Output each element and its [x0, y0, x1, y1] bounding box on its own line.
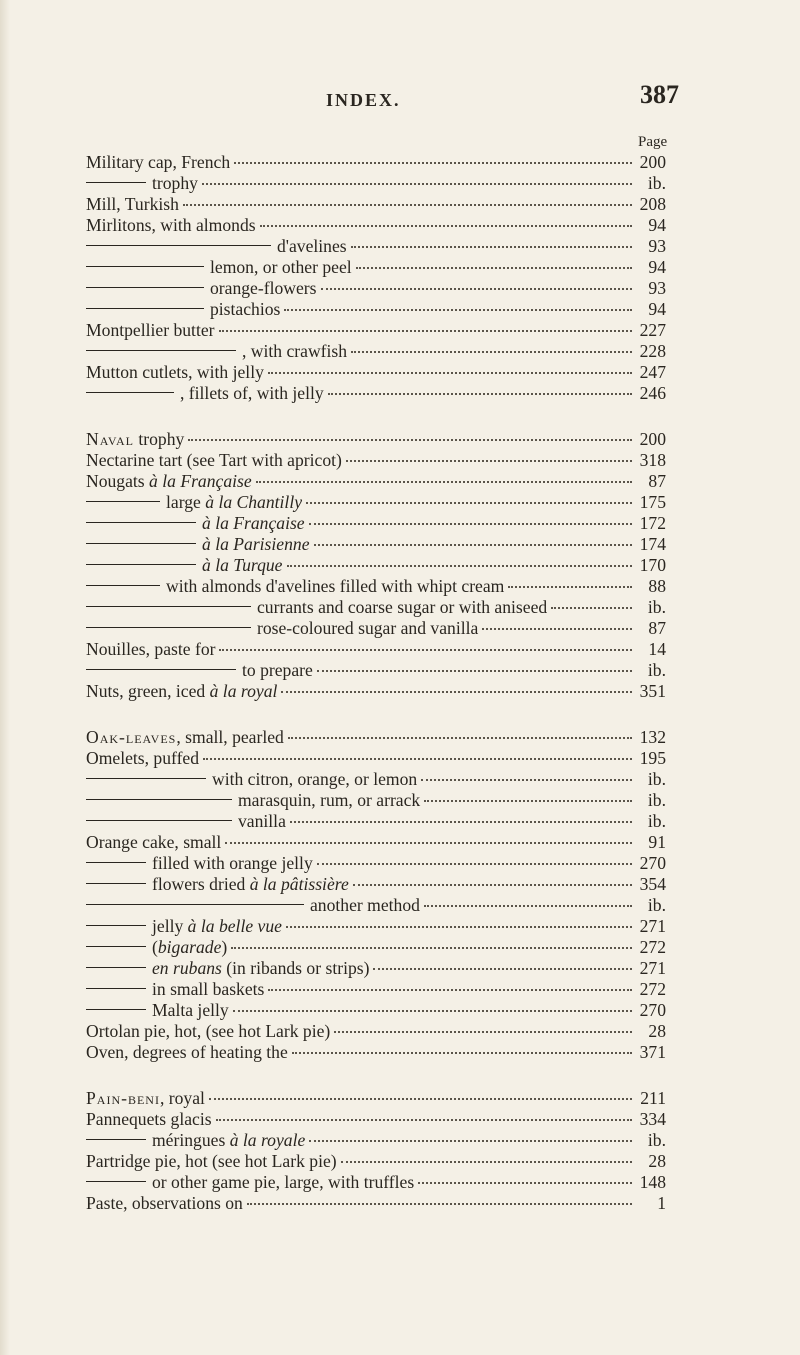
index-entry: [86, 534, 666, 555]
index-entry: [86, 916, 666, 937]
ditto-dash: [86, 946, 146, 947]
entry-text: [152, 173, 198, 194]
entry-page-ref: 93: [648, 236, 666, 256]
leader-dots: [353, 884, 632, 886]
entry-text: [86, 152, 230, 173]
entry-text-main: or other game pie, large, with truffles: [152, 1172, 415, 1192]
entry-text-main: orange-flowers: [210, 278, 317, 298]
ditto-dash: [86, 669, 236, 670]
entry-text-main: Mutton cutlets, with jelly: [86, 362, 264, 382]
entry-text: [202, 555, 283, 576]
entry-text: [86, 832, 221, 853]
entry-page-ref: 14: [648, 639, 666, 659]
entry-text-main: méringues: [152, 1130, 230, 1150]
ditto-dash: [86, 799, 232, 800]
ditto-dash: [86, 287, 204, 288]
index-entry: [86, 555, 666, 576]
entry-text-italic: bigarade: [157, 937, 222, 957]
leader-dots: [268, 989, 632, 991]
entry-text: [210, 278, 317, 299]
index-entry: [86, 979, 666, 1000]
ditto-dash: [86, 245, 271, 246]
entry-page-ref: 228: [639, 341, 666, 361]
entry-page-ref: 247: [639, 362, 666, 382]
entry-page-ref: 334: [639, 1109, 666, 1129]
leader-dots: [219, 649, 632, 651]
entry-text-italic: à la Française: [149, 471, 252, 491]
leader-dots: [306, 502, 632, 504]
page-column-label: Page: [638, 134, 668, 150]
entry-text: [242, 341, 347, 362]
leader-dots: [209, 1098, 632, 1100]
leader-dots: [292, 1052, 632, 1054]
index-entry: [86, 1021, 666, 1042]
leader-dots: [351, 246, 632, 248]
entry-text-italic: à la pâtissière: [249, 874, 349, 894]
index-entry: [86, 1088, 666, 1109]
entry-text-main: , fillets of, with jelly: [180, 383, 324, 403]
entry-text-italic: à la Turque: [202, 555, 283, 575]
leader-dots: [334, 1031, 632, 1033]
entry-page-ref: 94: [648, 257, 666, 277]
leader-dots: [328, 393, 632, 395]
leader-dots: [508, 586, 632, 588]
leader-dots: [225, 842, 632, 844]
entry-text: [152, 1000, 229, 1021]
entry-page-ref: ib.: [647, 660, 666, 680]
entry-page-ref: 170: [639, 555, 666, 575]
index-entry: [86, 429, 666, 450]
entry-text-italic: à la Parisienne: [202, 534, 310, 554]
entry-page-ref: ib.: [647, 173, 666, 193]
entry-text: [86, 681, 277, 702]
leader-dots: [314, 544, 632, 546]
ditto-dash: [86, 543, 196, 544]
entry-page-ref: 371: [639, 1042, 666, 1062]
index-entry: [86, 152, 666, 173]
entry-text: [152, 937, 227, 958]
ditto-dash: [86, 1009, 146, 1010]
entry-page-ref: 351: [639, 681, 666, 701]
leader-dots: [286, 926, 632, 928]
entry-page-ref: 172: [639, 513, 666, 533]
entry-text-main: in small baskets: [152, 979, 265, 999]
entry-text-main: Nougats: [86, 471, 150, 491]
entry-page-ref: 200: [639, 429, 666, 449]
entry-page-ref: 94: [648, 299, 666, 319]
ditto-dash: [86, 308, 204, 309]
leader-dots: [424, 905, 632, 907]
entry-page-ref: 91: [648, 832, 666, 852]
entry-text: [152, 1130, 305, 1151]
entry-text-main: with citron, orange, or lemon: [212, 769, 418, 789]
entry-text: [212, 769, 417, 790]
leader-dots: [183, 204, 632, 206]
leader-dots: [219, 330, 633, 332]
entry-text: [310, 895, 420, 916]
index-entry: [86, 513, 666, 534]
leader-dots: [234, 162, 632, 164]
entry-text: [180, 383, 324, 404]
entry-text-italic: à la royale: [229, 1130, 306, 1150]
ditto-dash: [86, 925, 146, 926]
leader-dots: [418, 1182, 632, 1184]
index-entry: [86, 748, 666, 769]
entry-text-main: Nouilles, paste for: [86, 639, 216, 659]
index-entry: [86, 194, 666, 215]
entry-page-ref: 148: [639, 1172, 666, 1192]
entry-text: [166, 576, 504, 597]
entry-text-after: ): [221, 937, 228, 957]
entry-text: [152, 979, 264, 1000]
entry-text: [152, 853, 313, 874]
entry-text: [202, 534, 310, 555]
entry-text: [238, 790, 420, 811]
index-entry: [86, 937, 666, 958]
entry-page-ref: 1: [657, 1193, 666, 1213]
index-entry: [86, 895, 666, 916]
leader-dots: [288, 737, 632, 739]
page-edge-shadow: [0, 0, 10, 1355]
entry-text-italic: à la royal: [209, 681, 278, 701]
entry-text-rest: , small, pearled: [176, 727, 284, 747]
leader-dots: [260, 225, 632, 227]
index-entry: [86, 1151, 666, 1172]
ditto-dash: [86, 564, 196, 565]
leader-dots: [317, 863, 632, 865]
entry-text-after: (in ribands or strips): [221, 958, 370, 978]
index-entry: [86, 660, 666, 681]
ditto-dash: [86, 967, 146, 968]
entry-page-ref: 211: [640, 1088, 666, 1108]
index-entries: [86, 152, 666, 1239]
entry-text-main: Partridge pie, hot (see hot Lark pie): [86, 1151, 337, 1171]
leader-dots: [309, 523, 632, 525]
entry-text-italic: à la belle vue: [187, 916, 282, 936]
entry-text: [152, 916, 282, 937]
entry-text: [86, 362, 264, 383]
ditto-dash: [86, 392, 174, 393]
entry-text: [152, 874, 349, 895]
running-header-title: INDEX.: [326, 90, 401, 110]
ditto-dash: [86, 522, 196, 523]
index-entry: [86, 492, 666, 513]
index-entry: [86, 958, 666, 979]
entry-page-ref: 270: [639, 1000, 666, 1020]
ditto-dash: [86, 862, 146, 863]
ditto-dash: [86, 1181, 146, 1182]
entry-text-main: , with crawfish: [242, 341, 348, 361]
entry-text-main: Pannequets glacis: [86, 1109, 212, 1129]
index-entry: [86, 215, 666, 236]
entry-text-main: another method: [310, 895, 420, 915]
entry-text-main: to prepare: [242, 660, 313, 680]
entry-text: [86, 1021, 330, 1042]
entry-text: [86, 471, 252, 492]
leader-dots: [203, 758, 632, 760]
index-entry: [86, 173, 666, 194]
entry-page-ref: 175: [639, 492, 666, 512]
index-entry: [86, 576, 666, 597]
entry-text: [86, 215, 256, 236]
entry-text: [86, 1151, 337, 1172]
index-entry: [86, 639, 666, 660]
entry-text-italic: en rubans: [152, 958, 222, 978]
entry-text-main: Nectarine tart (see Tart with apricot): [86, 450, 342, 470]
entry-text-main: d'avelines: [277, 236, 347, 256]
entry-text-main: pistachios: [210, 299, 281, 319]
index-entry: [86, 450, 666, 471]
entry-text-main: Oak-leaves: [86, 727, 177, 747]
entry-text-main: Orange cake, small: [86, 832, 222, 852]
index-entry: [86, 832, 666, 853]
index-entry: [86, 1042, 666, 1063]
entry-text: [242, 660, 313, 681]
index-entry: [86, 299, 666, 320]
entry-text: [86, 727, 284, 748]
entry-text-main: large: [166, 492, 206, 512]
ditto-dash: [86, 350, 236, 351]
index-entry: [86, 681, 666, 702]
entry-page-ref: 227: [639, 320, 666, 340]
entry-text-main: Montpellier butter: [86, 320, 215, 340]
entry-text-main: Mill, Turkish: [86, 194, 179, 214]
leader-dots: [287, 565, 633, 567]
ditto-dash: [86, 606, 251, 607]
entry-page-ref: 271: [639, 958, 666, 978]
index-section: [86, 152, 666, 404]
entry-text: [86, 320, 215, 341]
entry-text: [257, 618, 478, 639]
index-entry: [86, 811, 666, 832]
leader-dots: [202, 183, 632, 185]
entry-page-ref: 94: [648, 215, 666, 235]
entry-page-ref: 208: [639, 194, 666, 214]
ditto-dash: [86, 627, 251, 628]
entry-page-ref: 246: [639, 383, 666, 403]
index-entry: [86, 383, 666, 404]
entry-text-italic: à la Française: [202, 513, 305, 533]
leader-dots: [356, 267, 632, 269]
entry-page-ref: ib.: [647, 597, 666, 617]
entry-page-ref: 195: [639, 748, 666, 768]
entry-text: [166, 492, 302, 513]
leader-dots: [281, 691, 632, 693]
entry-page-ref: 270: [639, 853, 666, 873]
entry-text: [257, 597, 547, 618]
entry-text-main: rose-coloured sugar and vanilla: [257, 618, 479, 638]
entry-text: [238, 811, 286, 832]
entry-text-main: Pain-beni: [86, 1088, 160, 1108]
leader-dots: [351, 351, 632, 353]
entry-page-ref: ib.: [647, 811, 666, 831]
index-entry: [86, 1172, 666, 1193]
leader-dots: [551, 607, 632, 609]
entry-text-main: (: [152, 937, 158, 957]
index-entry: [86, 278, 666, 299]
entry-text: [210, 299, 280, 320]
page-number: 387: [640, 80, 679, 109]
index-entry: [86, 341, 666, 362]
entry-text-main: vanilla: [238, 811, 286, 831]
entry-page-ref: 28: [648, 1021, 666, 1041]
entry-page-ref: 272: [639, 979, 666, 999]
entry-page-ref: 132: [639, 727, 666, 747]
index-entry: [86, 257, 666, 278]
index-entry: [86, 727, 666, 748]
entry-text-main: filled with orange jelly: [152, 853, 313, 873]
leader-dots: [424, 800, 632, 802]
leader-dots: [317, 670, 632, 672]
entry-text-main: lemon, or other peel: [210, 257, 352, 277]
leader-dots: [421, 779, 632, 781]
entry-text-main: Omelets, puffed: [86, 748, 200, 768]
leader-dots: [482, 628, 632, 630]
entry-page-ref: 28: [648, 1151, 666, 1171]
index-entry: [86, 1000, 666, 1021]
entry-text: [152, 958, 369, 979]
entry-text: [86, 1088, 205, 1109]
entry-text: [277, 236, 347, 257]
index-section: [86, 429, 666, 702]
entry-page-ref: 87: [648, 618, 666, 638]
entry-text-main: marasquin, rum, or arrack: [238, 790, 421, 810]
ditto-dash: [86, 1139, 146, 1140]
leader-dots: [290, 821, 632, 823]
ditto-dash: [86, 883, 146, 884]
entry-text-main: Paste, observations on: [86, 1193, 243, 1213]
ditto-dash: [86, 182, 146, 183]
entry-text-main: jelly: [152, 916, 188, 936]
leader-dots: [268, 372, 632, 374]
index-entry: [86, 362, 666, 383]
leader-dots: [247, 1203, 632, 1205]
leader-dots: [256, 481, 632, 483]
leader-dots: [284, 309, 632, 311]
leader-dots: [373, 968, 632, 970]
entry-page-ref: ib.: [647, 895, 666, 915]
index-entry: [86, 1193, 666, 1214]
entry-text: [202, 513, 305, 534]
ditto-dash: [86, 501, 160, 502]
entry-text-main: trophy: [152, 173, 198, 193]
entry-page-ref: 174: [639, 534, 666, 554]
index-entry: [86, 471, 666, 492]
entry-text-main: Oven, degrees of heating the: [86, 1042, 288, 1062]
ditto-dash: [86, 904, 304, 905]
entry-text: [86, 639, 215, 660]
entry-text-main: currants and coarse sugar or with aniseed: [257, 597, 548, 617]
ditto-dash: [86, 266, 204, 267]
index-entry: [86, 874, 666, 895]
entry-text: [86, 194, 179, 215]
entry-text: [86, 748, 199, 769]
entry-page-ref: ib.: [647, 1130, 666, 1150]
entry-text-rest: , royal: [159, 1088, 205, 1108]
entry-text: [86, 1042, 288, 1063]
entry-text: [86, 1193, 243, 1214]
entry-page-ref: 93: [648, 278, 666, 298]
ditto-dash: [86, 585, 160, 586]
entry-page-ref: 200: [639, 152, 666, 172]
leader-dots: [233, 1010, 632, 1012]
entry-page-ref: 354: [639, 874, 666, 894]
index-entry: [86, 769, 666, 790]
entry-text: [152, 1172, 414, 1193]
entry-text-main: Nuts, green, iced: [86, 681, 210, 701]
entry-text: [210, 257, 352, 278]
leader-dots: [188, 439, 632, 441]
index-entry: [86, 236, 666, 257]
leader-dots: [341, 1161, 632, 1163]
index-entry: [86, 618, 666, 639]
leader-dots: [346, 460, 632, 462]
entry-text-main: Malta jelly: [152, 1000, 229, 1020]
ditto-dash: [86, 778, 206, 779]
entry-page-ref: 88: [648, 576, 666, 596]
entry-page-ref: ib.: [647, 790, 666, 810]
entry-text-italic: à la Chantilly: [205, 492, 303, 512]
entry-page-ref: ib.: [647, 769, 666, 789]
entry-text: [86, 429, 184, 450]
index-entry: [86, 320, 666, 341]
leader-dots: [321, 288, 633, 290]
entry-page-ref: 271: [639, 916, 666, 936]
ditto-dash: [86, 988, 146, 989]
entry-text-main: Naval: [86, 429, 134, 449]
entry-text-main: Ortolan pie, hot, (see hot Lark pie): [86, 1021, 331, 1041]
entry-text-main: flowers dried: [152, 874, 250, 894]
entry-text: [86, 1109, 212, 1130]
entry-text-main: Military cap, French: [86, 152, 231, 172]
index-entry: [86, 1109, 666, 1130]
index-entry: [86, 1130, 666, 1151]
entry-page-ref: 87: [648, 471, 666, 491]
index-section: [86, 727, 666, 1063]
leader-dots: [231, 947, 632, 949]
entry-page-ref: 272: [639, 937, 666, 957]
entry-text-main: with almonds d'avelines filled with whipt cream: [166, 576, 505, 596]
entry-text: [86, 450, 342, 471]
index-entry: [86, 853, 666, 874]
ditto-dash: [86, 820, 232, 821]
entry-page-ref: 318: [639, 450, 666, 470]
entry-text-rest: trophy: [133, 429, 185, 449]
entry-text-main: Mirlitons, with almonds: [86, 215, 256, 235]
index-entry: [86, 597, 666, 618]
index-entry: [86, 790, 666, 811]
index-section: [86, 1088, 666, 1214]
leader-dots: [309, 1140, 632, 1142]
leader-dots: [216, 1119, 632, 1121]
